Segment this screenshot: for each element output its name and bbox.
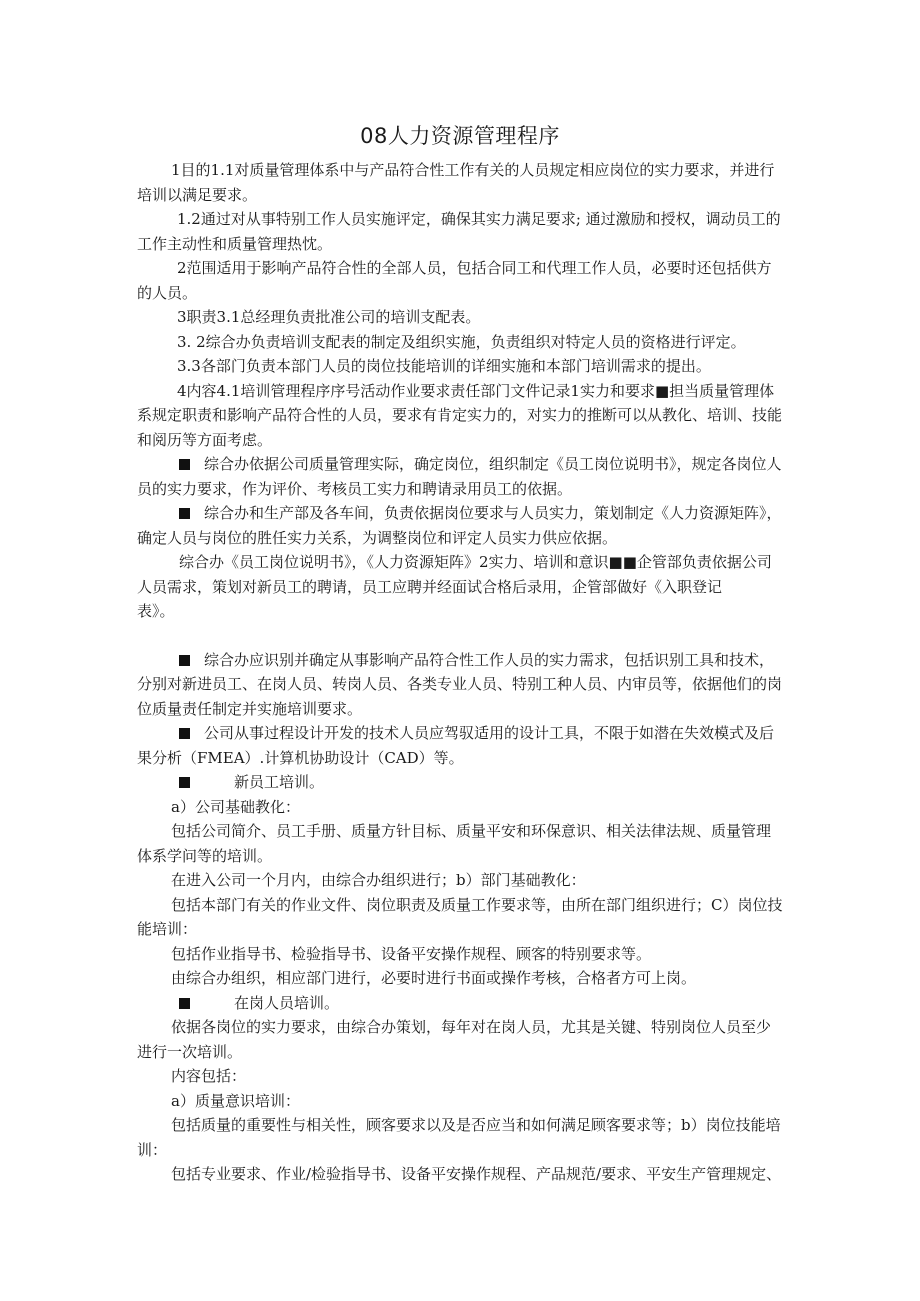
- square-bullet-icon: [179, 655, 190, 666]
- bullet-paragraph: 新员工培训。: [137, 770, 783, 795]
- paragraph-scope: 2范围适用于影响产品符合性的全部人员，包括合同工和代理工作人员，必要时还包括供方的人员。: [137, 259, 772, 302]
- paragraph-line: 依据各岗位的实力要求，由综合办策划，每年对在岗人员，尤其是关键、特别岗位人员至少进行一次培训。: [137, 1018, 772, 1061]
- paragraph-training-2-end: 表》。: [137, 602, 175, 620]
- paragraph-line: a）公司基础教化：: [171, 797, 300, 816]
- bullet-paragraph: 在岗人员培训。: [137, 991, 783, 1016]
- document-body: [137, 158, 783, 1187]
- bullet-paragraph: 综合办和生产部及各车间，负责依据岗位要求与人员实力，策划制定《人力资源矩阵》，确定人员与岗位的胜任实力关系，为调整岗位和评定人员实力供应依据。: [137, 504, 782, 547]
- page-title: 08人力资源管理程序: [360, 124, 560, 148]
- paragraph-line: 由综合办组织，相应部门进行，必要时进行书面或操作考核，合格者方可上岗。: [171, 969, 697, 987]
- paragraph-line: 包括专业要求、作业/检验指导书、设备平安操作规程、产品规范/要求、平安生产管理规定、: [171, 1165, 782, 1183]
- paragraph-line: 包括质量的重要性与相关性，顾客要求以及是否应当和如何满足顾客要求等；b）岗位技能培训：: [137, 1116, 781, 1159]
- paragraph-line: 包括本部门有关的作业文件、岗位职责及质量工作要求等，由所在部门组织进行；C）岗位技能培训：: [137, 895, 783, 938]
- paragraph-duty-3-2: 3. 2综合办负责培训支配表的制定及组织实施，负责组织对特定人员的资格进行评定。: [177, 332, 746, 351]
- paragraph-line: 在进入公司一个月内，由综合办组织进行；b）部门基础教化：: [171, 871, 586, 889]
- paragraph-duty-3-1: 3职责3.1总经理负责批准公司的培训支配表。: [177, 308, 481, 326]
- bullet-paragraph: 公司从事过程设计开发的技术人员应驾驭适用的设计工具，不限于如潜在失效模式及后果分析（FMEA）.计算机协助设计（CAD）等。: [137, 724, 775, 767]
- paragraph-purpose-1-2: 1.2通过对从事特别工作人员实施评定，确保其实力满足要求; 通过激励和授权，调动员工的工作主动性和质量管理热忱。: [137, 210, 781, 253]
- paragraph-line: 包括公司简介、员工手册、质量方针目标、质量平安和环保意识、相关法律法规、质量管理体系学问等的培训。: [137, 822, 772, 865]
- paragraph-line: a）质量意识培训：: [171, 1091, 300, 1110]
- square-bullet-icon: [179, 998, 190, 1009]
- paragraph-line: 包括作业指导书、检验指导书、设备平安操作规程、顾客的特别要求等。: [171, 944, 652, 963]
- bullet-paragraph: 综合办依据公司质量管理实际，确定岗位，组织制定《员工岗位说明书》，规定各岗位人员的实力要求，作为评价、考核员工实力和聘请录用员工的依据。: [137, 455, 782, 498]
- bullet-paragraph: 综合办应识别并确定从事影响产品符合性工作人员的实力需求，包括识别工具和技术，分别对新进员工、在岗人员、转岗人员、各类专业人员、特别工种人员、内审员等，依据他们的岗位质量责任制定并实施培训要求。: [137, 650, 783, 718]
- paragraph-content-4-1: 4内容4.1培训管理程序序号活动作业要求责任部门文件记录1实力和要求■担当质量管理体系规定职责和影响产品符合性的人员，要求有肯定实力的，对实力的推断可以从教化、培训、技能和阅历等方面考虑。: [137, 381, 783, 449]
- square-bullet-icon: [179, 508, 190, 519]
- paragraph-purpose: 1目的1.1对质量管理体系中与产品符合性工作有关的人员规定相应岗位的实力要求，并进行培训以满足要求。: [137, 161, 775, 204]
- square-bullet-icon: [179, 777, 190, 788]
- paragraph-duty-3-3: 3.3各部门负责本部门人员的岗位技能培训的详细实施和本部门培训需求的提出。: [177, 357, 711, 375]
- square-bullet-icon: [179, 728, 190, 739]
- square-bullet-icon: [179, 459, 190, 470]
- paragraph-training-2: 综合办《员工岗位说明书》，《人力资源矩阵》2实力、培训和意识■■企管部负责依据公司人员需求，策划对新员工的聘请，员工应聘并经面试合格后录用，企管部做好《入职登记: [137, 553, 772, 596]
- paragraph-line: 内容包括：: [171, 1067, 247, 1085]
